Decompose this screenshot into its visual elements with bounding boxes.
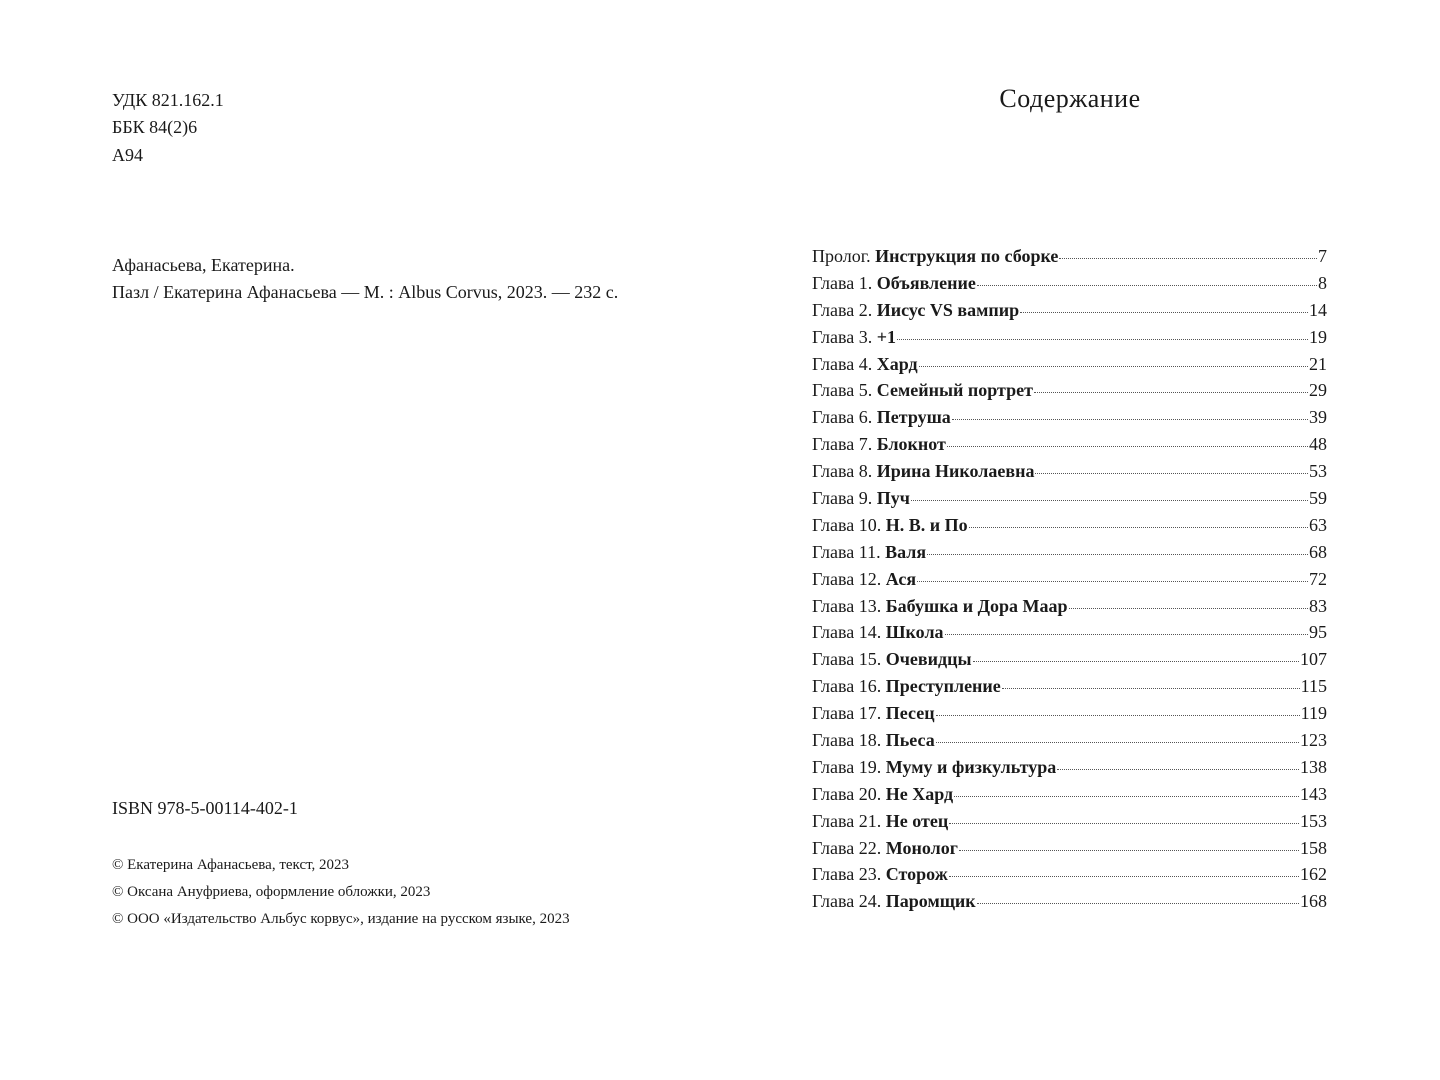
toc-entry-prefix: Глава 1.: [812, 272, 877, 293]
toc-entry-title: Очевидцы: [885, 649, 972, 670]
toc-entry-prefix: Глава 21.: [812, 810, 886, 831]
toc-entry-label: [812, 676, 1001, 697]
toc-entry-label: [812, 354, 918, 375]
toc-entry-title: Блокнот: [876, 434, 946, 455]
toc-page-number: 119: [1300, 703, 1327, 724]
toc-dot-leader: [977, 285, 1317, 286]
toc-entry-label: [812, 246, 1058, 267]
toc-entry-prefix: Глава 22.: [812, 837, 886, 858]
toc-entry-label: [812, 434, 946, 455]
toc-page-number: 7: [1318, 246, 1327, 266]
toc-entry[interactable]: [812, 622, 1327, 649]
toc-entry-label: [812, 838, 958, 859]
toc-entry[interactable]: [812, 300, 1327, 327]
toc-dot-leader: [919, 366, 1308, 367]
toc-entry-label: [812, 891, 976, 912]
toc-entry-prefix: Глава 3.: [812, 326, 877, 347]
toc-page-number: 68: [1309, 541, 1327, 562]
toc-page-number: 59: [1309, 488, 1327, 509]
toc-entry-label: [812, 703, 935, 724]
toc-dot-leader: [959, 850, 1299, 851]
toc-dot-leader: [911, 500, 1308, 501]
toc-entry-label: [812, 569, 916, 590]
toc-dot-leader: [917, 581, 1308, 582]
toc-entry-title: Валя: [885, 541, 927, 562]
toc-page-number: 107: [1300, 649, 1327, 670]
author-name: Афанасьева, Екатерина.: [112, 255, 295, 275]
toc-entry[interactable]: [812, 784, 1327, 811]
toc-page-number: 8: [1318, 272, 1327, 293]
toc-dot-leader: [1035, 473, 1308, 474]
toc-dot-leader: [947, 446, 1308, 447]
toc-entry[interactable]: [812, 891, 1327, 918]
toc-entry-title: Бабушка и Дора Маар: [885, 595, 1068, 616]
toc-dot-leader: [936, 742, 1299, 743]
toc-entry-label: [812, 622, 944, 643]
toc-entry-prefix: Глава 19.: [812, 756, 886, 777]
right-page: [720, 0, 1440, 1080]
toc-page-number: 143: [1300, 783, 1327, 804]
toc-entry-prefix: Глава 11.: [812, 541, 886, 562]
toc-dot-leader: [1057, 769, 1299, 770]
toc-entry[interactable]: [812, 434, 1327, 461]
toc-entry-prefix: Глава 14.: [812, 622, 886, 643]
toc-entry-title: Н. В. и По: [885, 514, 968, 535]
toc-page-number: 123: [1300, 730, 1327, 751]
udk-code: УДК 821.162.1: [112, 90, 224, 110]
toc-entry-prefix: Глава 10.: [812, 514, 886, 535]
toc-entry-label: [812, 730, 935, 751]
toc-entry-label: [812, 407, 951, 428]
toc-entry-prefix: Глава 6.: [812, 407, 877, 428]
toc-entry-title: Пуч: [876, 488, 910, 509]
toc-entry-title: Преступление: [885, 676, 1001, 697]
toc-page-number: 29: [1309, 380, 1327, 401]
toc-entry-prefix: Глава 12.: [812, 568, 886, 589]
toc-entry-prefix: Глава 17.: [812, 703, 886, 724]
toc-entry-title: Инструкция по сборке: [875, 246, 1059, 266]
toc-entry[interactable]: [812, 246, 1327, 273]
toc-entry-prefix: Пролог.: [812, 246, 876, 266]
toc-page-number: 53: [1309, 461, 1327, 482]
toc-entry-title: Пьеса: [885, 730, 935, 751]
toc-page-number: 21: [1309, 353, 1327, 374]
toc-entry-title: Петруша: [876, 407, 951, 428]
toc-entry-label: [812, 811, 948, 832]
toc-page-number: 39: [1309, 407, 1327, 428]
author-sign: А94: [112, 145, 143, 165]
toc-dot-leader: [1069, 608, 1308, 609]
toc-entry-title: Не Хард: [885, 783, 954, 804]
toc-entry-title: Школа: [885, 622, 944, 643]
page-title: Содержание: [999, 84, 1141, 113]
toc-entry-title: Сторож: [885, 864, 948, 885]
copyright-text: © Екатерина Афанасьева, текст, 2023: [112, 857, 350, 873]
toc-entry-prefix: Глава 23.: [812, 864, 886, 885]
toc-entry-label: [812, 380, 1033, 401]
toc-entry-label: [812, 327, 896, 348]
toc-entry[interactable]: [812, 273, 1327, 300]
toc-entry[interactable]: [812, 757, 1327, 784]
toc-entry[interactable]: [812, 676, 1327, 703]
toc-entry-prefix: Глава 20.: [812, 783, 886, 804]
toc-entry-label: [812, 596, 1068, 617]
toc-entry[interactable]: [812, 488, 1327, 515]
toc-entry-prefix: Глава 24.: [812, 891, 886, 912]
toc-dot-leader: [969, 527, 1308, 528]
toc-page-number: 14: [1309, 299, 1327, 320]
toc-entry-title: Ася: [885, 568, 917, 589]
toc-dot-leader: [973, 661, 1299, 662]
toc-entry-label: [812, 461, 1034, 482]
toc-dot-leader: [949, 876, 1299, 877]
toc-entry[interactable]: [812, 569, 1327, 596]
toc-page-number: 158: [1300, 837, 1327, 858]
toc-page-number: 63: [1309, 514, 1327, 535]
toc-entry-prefix: Глава 5.: [812, 380, 877, 401]
toc-entry-label: [812, 864, 948, 885]
toc-entry[interactable]: [812, 838, 1327, 865]
toc-entry-label: [812, 542, 926, 563]
toc-entry-prefix: Глава 15.: [812, 649, 886, 670]
toc-entry-title: Объявление: [876, 272, 976, 293]
toc-page-number: 168: [1300, 891, 1327, 912]
toc-page-number: 162: [1300, 864, 1327, 885]
toc-entry[interactable]: [812, 864, 1327, 891]
toc-entry-title: Семейный портрет: [876, 380, 1033, 401]
toc-entry[interactable]: [812, 354, 1327, 381]
toc-dot-leader: [936, 715, 1300, 716]
toc-entry-title: +1: [876, 326, 897, 347]
toc-entry-prefix: Глава 13.: [812, 595, 886, 616]
toc-entry-label: [812, 300, 1019, 321]
toc-entry-title: Хард: [876, 353, 918, 374]
toc-entry-prefix: Глава 16.: [812, 676, 886, 697]
toc-entry[interactable]: [812, 380, 1327, 407]
toc-entry-title: Паромщик: [885, 891, 976, 912]
toc-dot-leader: [954, 796, 1299, 797]
toc-page-number: 83: [1309, 595, 1327, 616]
toc-dot-leader: [945, 634, 1308, 635]
toc-entry-title: Ирина Николаевна: [876, 461, 1035, 482]
toc-entry[interactable]: [812, 407, 1327, 434]
toc-entry-label: [812, 784, 953, 805]
toc-entry-label: [812, 515, 968, 536]
toc-page-number: 95: [1309, 622, 1327, 643]
toc-entry-title: Иисус VS вампир: [876, 299, 1020, 320]
toc-entry-label: [812, 488, 910, 509]
toc-page-number: 72: [1309, 568, 1327, 589]
toc-entry-prefix: Глава 7.: [812, 434, 877, 455]
copyright-publisher: © ООО «Издательство Альбус корвус», издание на русском языке, 2023: [112, 911, 570, 927]
toc-dot-leader: [949, 823, 1299, 824]
toc-entry-prefix: Глава 18.: [812, 730, 886, 751]
toc-entry-label: [812, 757, 1056, 778]
toc-dot-leader: [952, 419, 1308, 420]
toc-entry-prefix: Глава 9.: [812, 488, 877, 509]
isbn: ISBN 978-5-00114-402-1: [112, 798, 298, 818]
toc-entry-prefix: Глава 8.: [812, 461, 877, 482]
toc-entry[interactable]: [812, 703, 1327, 730]
toc-dot-leader: [1002, 688, 1300, 689]
toc-entry-label: [812, 273, 976, 294]
toc-dot-leader: [1059, 258, 1317, 259]
toc-dot-leader: [977, 903, 1299, 904]
toc-page-number: 115: [1300, 676, 1327, 697]
toc-dot-leader: [897, 339, 1308, 340]
toc-entry[interactable]: [812, 542, 1327, 569]
toc-dot-leader: [1020, 312, 1308, 313]
toc-entry-prefix: Глава 2.: [812, 299, 877, 320]
toc-page-number: 19: [1309, 326, 1327, 347]
toc-entry-label: [812, 649, 972, 670]
toc-entry[interactable]: [812, 327, 1327, 354]
toc-dot-leader: [1034, 392, 1308, 393]
toc-entry-title: Монолог: [885, 837, 958, 858]
bibliographic-record: Пазл / Екатерина Афанасьева — М. : Albus Corvus, 2023. — 232 с.: [112, 282, 619, 302]
toc-entry[interactable]: [812, 730, 1327, 757]
toc-entry[interactable]: [812, 811, 1327, 838]
toc-entry[interactable]: [812, 515, 1327, 542]
toc-page-number: 153: [1300, 810, 1327, 831]
bbk-code: ББК 84(2)6: [112, 117, 198, 137]
toc-entry[interactable]: [812, 649, 1327, 676]
toc-entry[interactable]: [812, 596, 1327, 623]
toc-entry-title: Муму и физкультура: [885, 756, 1057, 777]
toc-entry-title: Песец: [885, 703, 935, 724]
toc-page-number: 138: [1300, 756, 1327, 777]
toc-entry-prefix: Глава 4.: [812, 353, 877, 374]
copyright-cover: © Оксана Ануфриева, оформление обложки, 2023: [112, 884, 431, 900]
toc-page-number: 48: [1309, 434, 1327, 455]
table-of-contents: [812, 246, 1327, 918]
toc-entry[interactable]: [812, 461, 1327, 488]
toc-dot-leader: [927, 554, 1308, 555]
toc-entry-title: Не отец: [885, 810, 949, 831]
